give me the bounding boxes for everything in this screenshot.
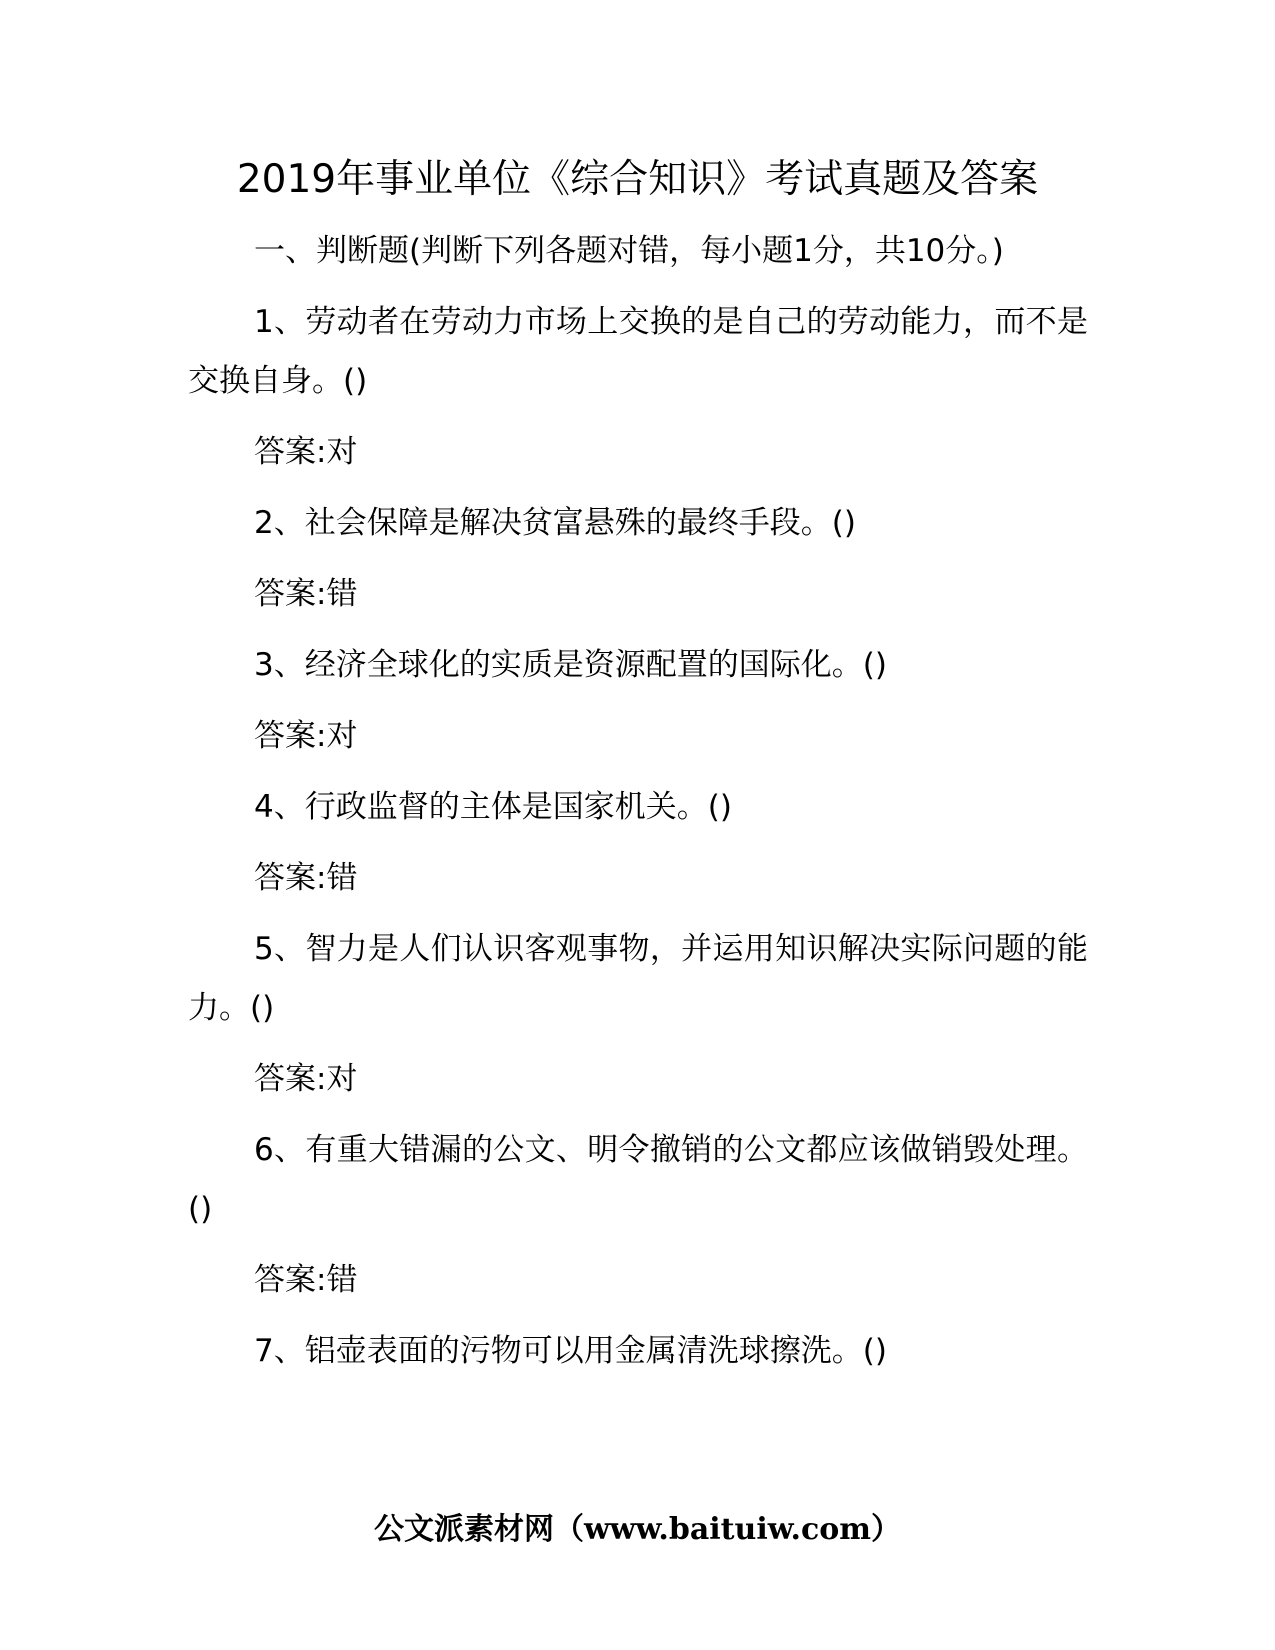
question-5: 5、智力是人们认识客观事物，并运用知识解决实际问题的能力。() [188,931,1088,1026]
question-2: 2、社会保障是解决贫富悬殊的最终手段。() [254,505,856,541]
document-body [188,222,1088,1393]
question-3: 3、经济全球化的实质是资源配置的国际化。() [254,647,887,683]
question-1: 1、劳动者在劳动力市场上交换的是自己的劳动能力，而不是交换自身。() [188,304,1088,399]
document-title: 2019年事业单位《综合知识》考试真题及答案 [236,157,1039,202]
section-heading: 一、判断题(判断下列各题对错，每小题1分，共10分。) [254,233,1004,269]
question-6: 6、有重大错漏的公文、明令撤销的公文都应该做销毁处理。() [188,1132,1088,1227]
page-footer: 公文派素材网（www.baituiw.com） [373,1512,902,1547]
answer-3: 答案:对 [254,718,358,754]
answer-5: 答案:对 [254,1061,358,1097]
answer-2: 答案:错 [254,576,358,612]
answer-6: 答案:错 [254,1262,358,1298]
answer-1: 答案:对 [254,434,358,470]
question-4: 4、行政监督的主体是国家机关。() [254,789,732,825]
answer-4: 答案:错 [254,860,358,896]
question-7: 7、铝壶表面的污物可以用金属清洗球擦洗。() [254,1333,887,1369]
